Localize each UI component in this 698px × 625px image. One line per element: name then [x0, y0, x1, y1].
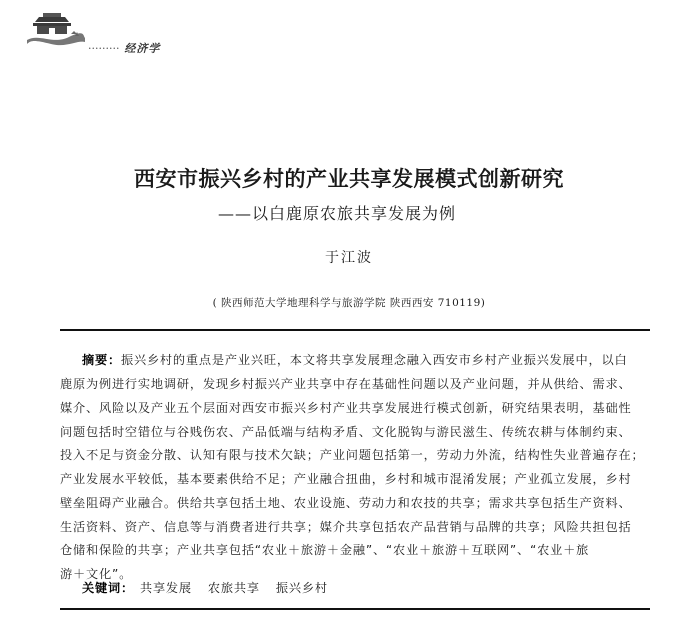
abstract-line: 仓储和保险的共享；产业共享包括“农业＋旅游＋金融”、“农业＋旅游＋互联网”、“农业＋旅	[60, 543, 590, 557]
abstract-line: 产业发展水平较低，基本要素供给不足；产业融合扭曲，乡村和城市混淆发展；产业孤立发展，乡村	[60, 472, 632, 486]
article-subtitle: ——以白鹿原农旅共享发展为例	[218, 204, 457, 223]
top-divider	[60, 329, 650, 331]
abstract-line: 鹿原为例进行实地调研，发现乡村振兴产业共享中存在基础性问题以及产业问题，并从供给、需求、	[60, 377, 632, 391]
abstract-line: 壁垒阻碍产业融合。供给共享包括土地、农业设施、劳动力和农技的共享；需求共享包括生产资料、	[60, 496, 632, 510]
abstract-line: 生活资料、资产、信息等与消费者进行共享；媒介共享包括农产品营销与品牌的共享；风险共担包括	[60, 520, 632, 534]
section-dots: ·········	[88, 42, 120, 55]
abstract-line: 投入不足与资金分散、认知有限与技术欠缺；产业问题包括第一，劳动力外流，结构性失业普遍存在；	[60, 448, 645, 462]
abstract-line: 媒介、风险以及产业五个层面对西安市振兴乡村产业共享发展进行模式创新，研究结果表明，基础性	[60, 401, 632, 415]
keyword: 农旅共享	[207, 581, 260, 595]
abstract-line: 游＋文化”。	[60, 567, 133, 581]
author-name: 于江波	[325, 250, 373, 266]
keywords-label: 关键词：	[82, 581, 134, 595]
author-affiliation: ( 陕西师范大学地理科学与旅游学院 陕西西安 710119)	[212, 297, 486, 309]
city-wall-logo-icon	[25, 6, 87, 54]
section-label	[88, 40, 160, 56]
abstract-text: 振兴乡村的重点是产业兴旺，本文将共享发展理念融入西安市乡村产业振兴发展中，以白	[120, 353, 628, 367]
keyword: 共享发展	[139, 581, 192, 595]
abstract-line: 问题包括时空错位与谷贱伤农、产品低端与结构矛盾、文化脱钩与游民滋生、传统农耕与体制约束、	[60, 425, 632, 439]
abstract-label: 摘要：	[82, 353, 121, 367]
keywords	[82, 579, 338, 596]
bottom-divider	[60, 608, 650, 610]
keyword: 振兴乡村	[275, 581, 328, 595]
section-name: 经济学	[124, 42, 161, 55]
article-title: 西安市振兴乡村的产业共享发展模式创新研究	[134, 167, 564, 191]
abstract-line	[82, 351, 650, 368]
